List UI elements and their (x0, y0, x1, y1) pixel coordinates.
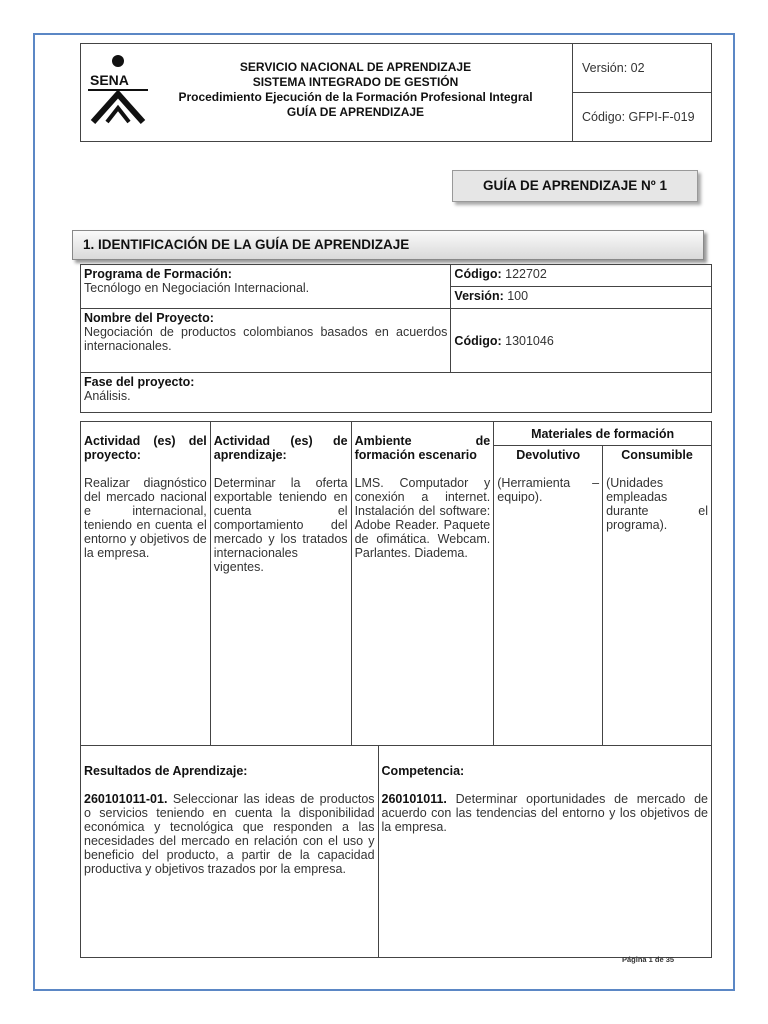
fase-label: Fase del proyecto: (84, 375, 195, 389)
proyecto-value: Negociación de productos colombianos basados en acuerdos internacionales. (84, 325, 448, 353)
header-code: Código: GFPI-F-019 (573, 93, 712, 142)
competencia-text: Determinar oportunidades de mercado de acuerdo con las tendencias del entorno y los objetivos de la empresa. (381, 792, 708, 834)
proyecto-codigo-cell (451, 309, 712, 373)
header-version: Versión: 02 (573, 44, 712, 93)
header-line-1: SERVICIO NACIONAL DE APRENDIZAJE (239, 60, 472, 74)
consumible-cell (603, 446, 712, 746)
proyecto-codigo-value: 1301046 (501, 333, 554, 348)
document-header (80, 43, 712, 142)
actividad-proyecto-text: Realizar diagnóstico del mercado nacional e internacional, teniendo en cuenta el entorno y objetivos de la empresa. (84, 476, 207, 560)
section-title: 1. IDENTIFICACIÓN DE LA GUÍA DE APRENDIZAJE (72, 230, 704, 260)
resultados-code: 260101011-01. (84, 792, 168, 806)
header-line-3: Procedimiento Ejecución de la Formación Profesional Integral (178, 90, 533, 104)
competencia-code: 260101011. (381, 792, 447, 806)
sena-logo-icon (85, 50, 151, 132)
page-number: Página 1 de 35 (622, 955, 675, 964)
devolutivo-header: Devolutivo (516, 448, 581, 462)
results-table (80, 745, 712, 958)
programa-version-value: 100 (503, 289, 529, 303)
actividad-proyecto-header: Actividad (es) del proyecto: (84, 434, 207, 462)
actividad-aprendizaje-header: Actividad (es) de aprendizaje: (213, 434, 348, 462)
header-title-cell (81, 44, 573, 142)
activities-table (80, 421, 712, 746)
fase-cell (81, 373, 712, 413)
competencia-label: Competencia: (381, 764, 465, 778)
programa-value: Tecnólogo en Negociación Internacional. (84, 281, 310, 295)
proyecto-codigo-label: Código: (454, 333, 502, 348)
resultados-label: Resultados de Aprendizaje: (84, 764, 248, 778)
ambiente-text: LMS. Computador y conexión a internet. Instalación del software: Adobe Reader. Paquete de ofimática. Webcam. Parlantes. Diadema. (354, 476, 491, 560)
devolutivo-cell (494, 446, 603, 746)
materiales-header: Materiales de formación (494, 422, 712, 446)
programa-version-label: Versión: (454, 289, 504, 303)
proyecto-cell (81, 309, 451, 373)
programa-codigo-cell (451, 265, 712, 287)
header-line-4: GUÍA DE APRENDIZAJE (286, 105, 425, 119)
programa-cell (81, 265, 451, 309)
ambiente-cell (351, 422, 494, 746)
actividad-proyecto-cell (81, 422, 211, 746)
header-line-2: SISTEMA INTEGRADO DE GESTIÓN (252, 75, 459, 89)
resultados-cell (81, 746, 379, 958)
devolutivo-text: (Herramienta – equipo). (497, 476, 600, 504)
consumible-header: Consumible (621, 448, 693, 462)
actividad-aprendizaje-cell (210, 422, 351, 746)
competencia-cell (378, 746, 711, 958)
fase-value: Análisis. (84, 389, 131, 403)
programa-version-cell (451, 287, 712, 309)
proyecto-label: Nombre del Proyecto: (84, 311, 214, 325)
logo-text: SENA (90, 72, 129, 88)
consumible-text: (Unidades empleadas durante el programa). (606, 476, 708, 532)
guide-title: GUÍA DE APRENDIZAJE Nº 1 (452, 170, 698, 202)
header-text (145, 60, 566, 120)
ambiente-header: Ambiente de formación escenario (354, 434, 491, 462)
programa-codigo-label: Código: (454, 267, 502, 281)
actividad-aprendizaje-text: Determinar la oferta exportable teniendo en cuenta el comportamiento del mercado y los tratados internacionales vigentes. (213, 476, 348, 574)
resultados-text: Seleccionar las ideas de productos o servicios teniendo en cuenta la disponibilidad económica y tecnológica que responden a las necesidades del mercado en relación con el uso y beneficio del producto, a partir de la capacidad productiva y objetivos trazados por la empresa. (84, 792, 375, 876)
identification-table (80, 264, 712, 413)
programa-label: Programa de Formación: (84, 267, 232, 281)
programa-codigo-value: 122702 (501, 267, 547, 281)
